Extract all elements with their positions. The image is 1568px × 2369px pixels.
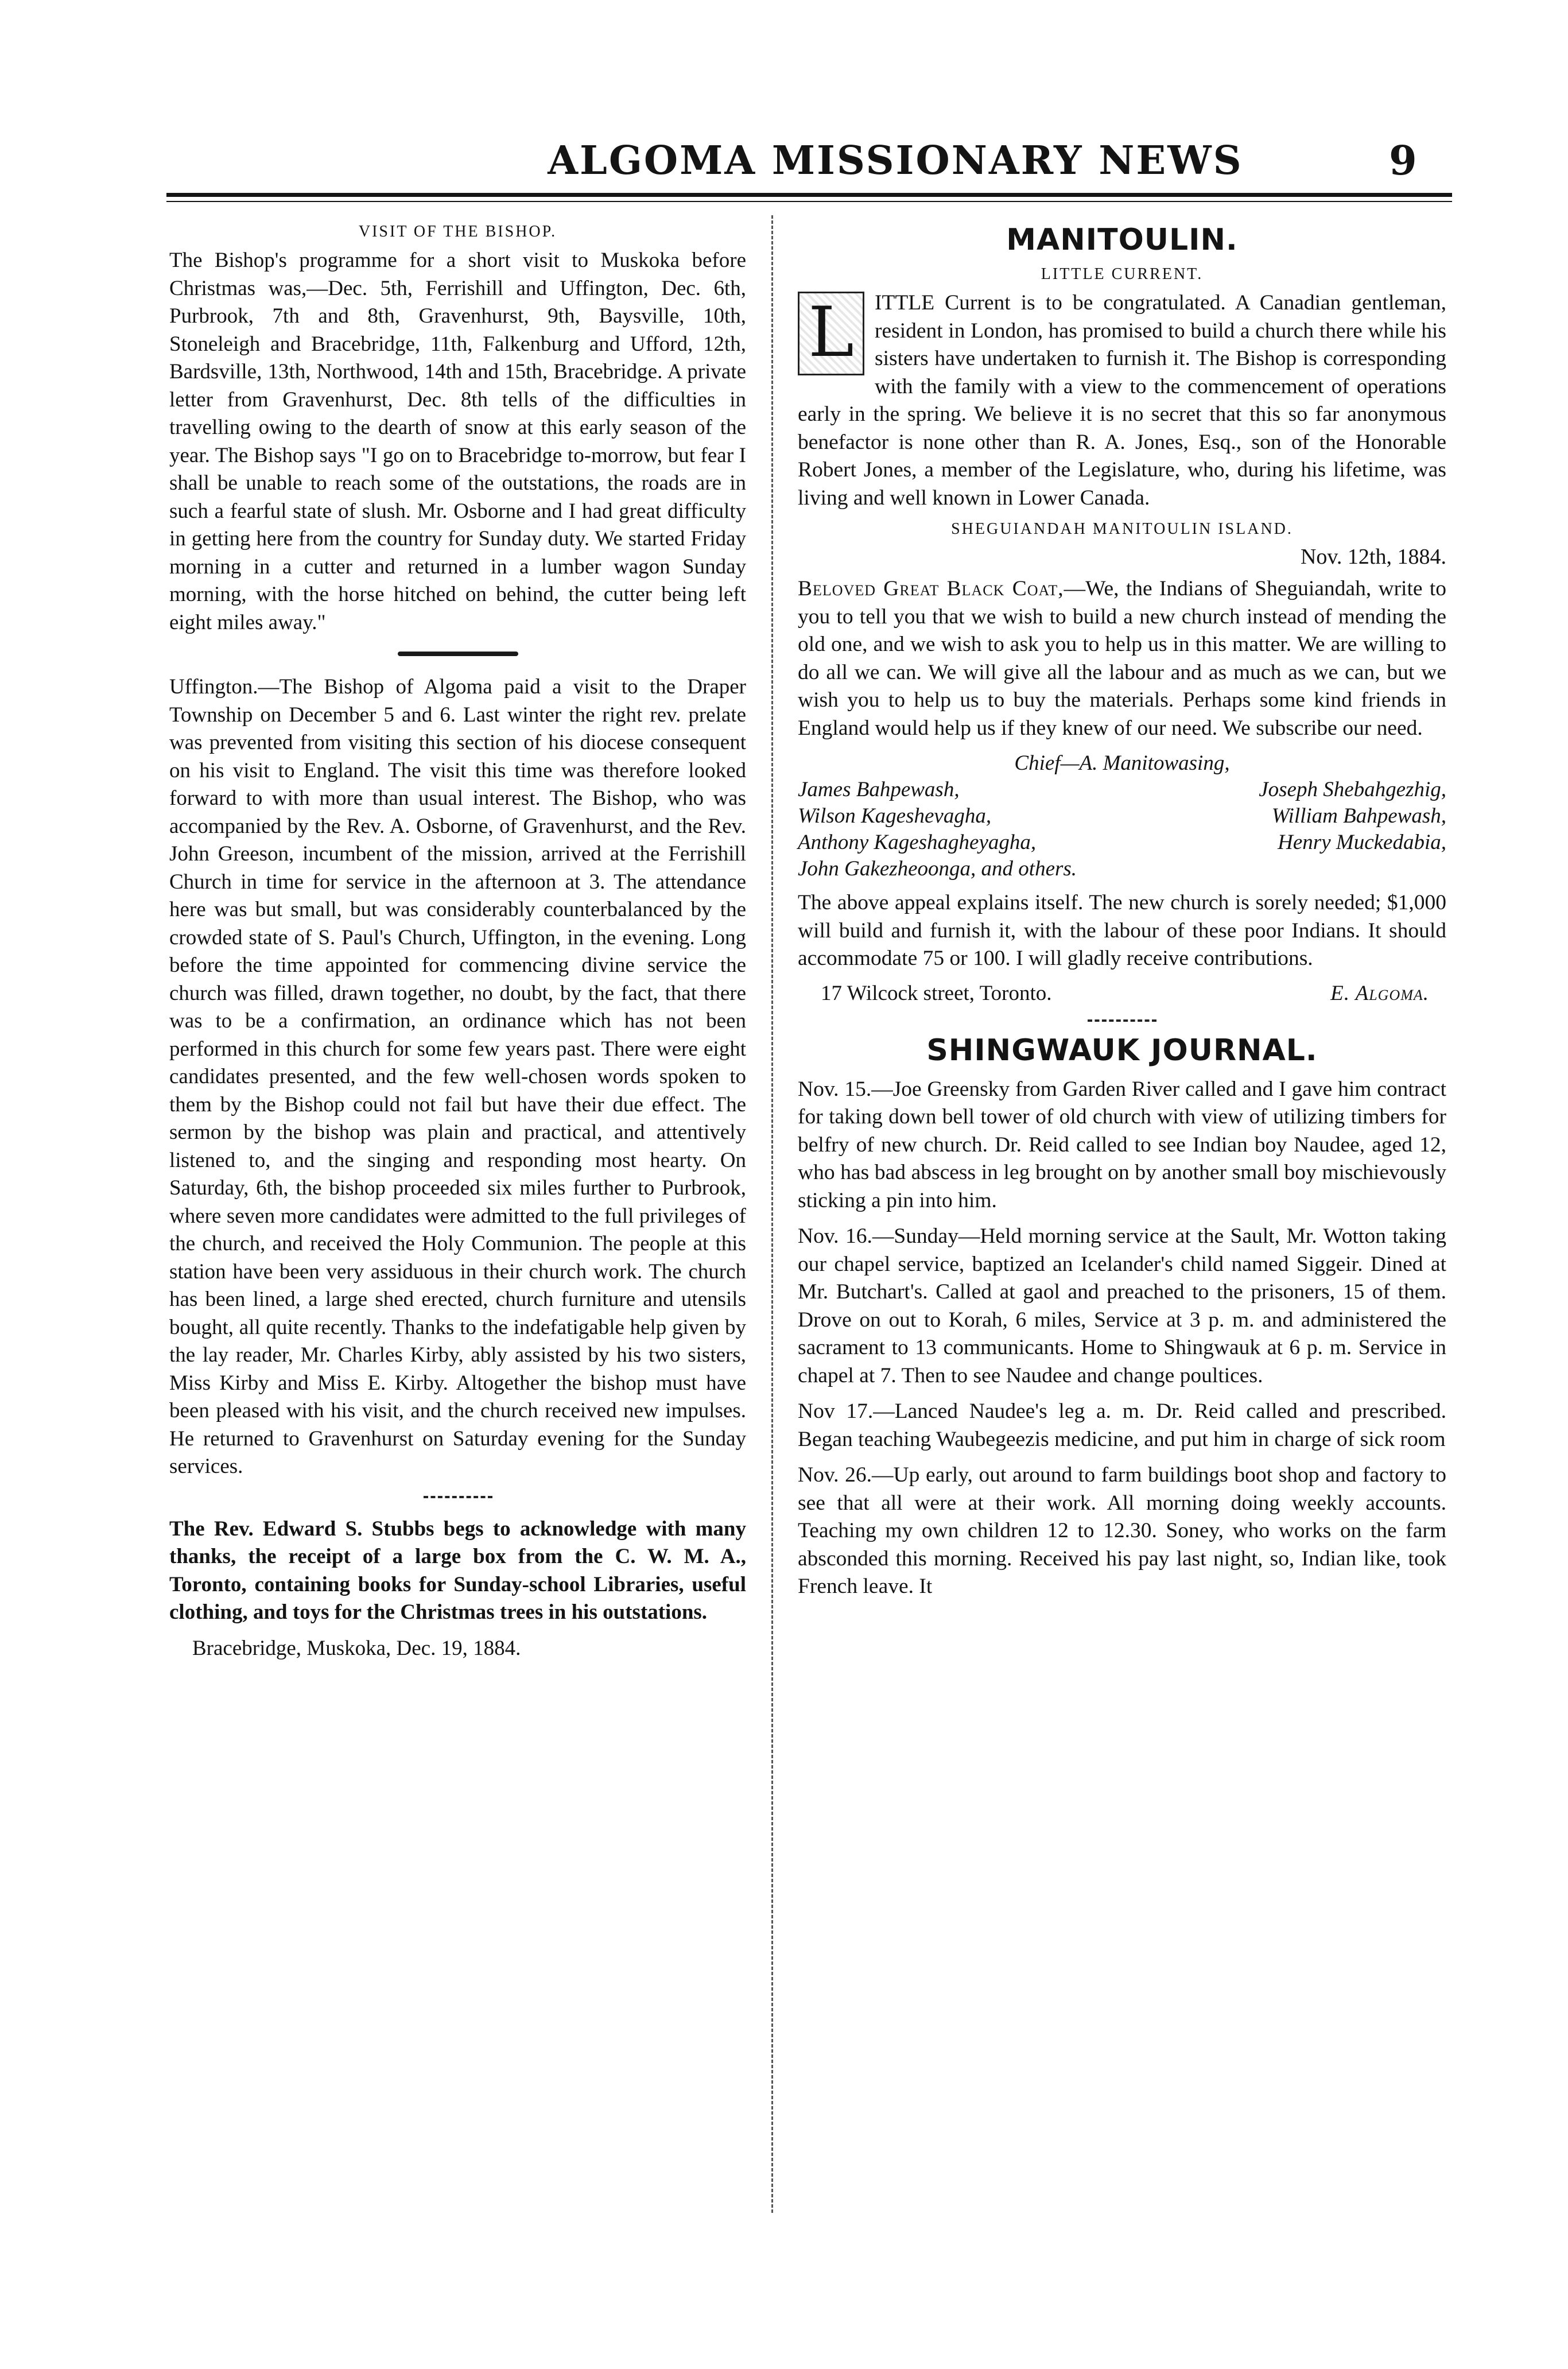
drop-cap-letter: L [798,292,864,375]
sheguiandah-letter [798,575,1446,742]
divider-ornament [398,652,518,656]
signatory-row [798,829,1446,856]
signatory: William Bahpewash, [1271,804,1446,828]
right-column [798,218,1446,1609]
sheguiandah-date: Nov. 12th, 1884. [1300,545,1446,569]
masthead-rule [166,193,1452,197]
page-number: 9 [1389,137,1417,184]
signatory: Joseph Shebahgezhig, [1259,778,1446,801]
appeal-address: 17 Wilcock street, Toronto. [821,981,1052,1005]
appeal-address-row [798,981,1446,1006]
section-divider [798,1019,1446,1022]
stubbs-dateline: Bracebridge, Muskoka, Dec. 19, 1884. [192,1636,521,1660]
little-current-article [798,289,1446,512]
shingwauk-title: SHINGWAUK JOURNAL. [926,1033,1318,1068]
signatory: Wilson Kageshevagha, [798,804,992,828]
masthead: ALGOMA MISSIONARY NEWS [548,138,1243,184]
salutation: Beloved Great Black Coat, [798,577,1064,600]
left-column [169,218,746,1670]
journal-entry: Nov. 15.—Joe Greensky from Garden River called and I gave him contract for taking down bell tower of old church with view of utilizing timbers for belfry of new church. Dr. Reid called to see Indian boy Naudee, aged 12, who has bad abscess in leg brought on by another small boy mischievously sticking a pin into him. [798,1077,1446,1212]
uffington-paragraph: Uffington.—The Bishop of Algoma paid a visit to the Draper Township on December 5 and 6. Last winter the right rev. prelate was prevented from visiting this section of his diocese consequent on his visit to England. The visit this time was therefore looked forward to with more than usual interest. The Bishop, who was accompanied by the Rev. A. Osborne, of Gravenhurst, and the Rev. John Greeson, incumbent of the mission, arrived at the Ferrishill Church in time for service in the afternoon at 3. The attendance here was but small, but was considerably counterbalanced by the crowded state of S. Paul's Church, Uffington, in the evening. Long before the time appointed for commencing divine service the church was filled, drawn together, no doubt, by the fact, that there was to be a confirmation, an ordinance which has not been performed in this church for some few years past. There were eight candidates presented, and the few well-chosen words spoken to them by the Bishop could not fail but have their due effect. The sermon by the bishop was plain and practical, and attentively listened to, and the singing and responding most hearty. On Saturday, 6th, the bishop proceeded six miles further to Purbrook, where seven more candidates were admitted to the full privileges of the church, and received the Holy Communion. The people at this station have been very assiduous in their church work. The church has been lined, a large shed erected, church furniture and utensils bought, all quite recently. Thanks to the indefatigable help given by the lay reader, Mr. Charles Kirby, ably assisted by his two sisters, Miss Kirby and Miss E. Kirby. Altogether the bishop must have been pleased with his visit, and the church received new impulses. He returned to Gravenhurst on Saturday evening for the Sunday services. [169,675,746,1478]
appeal-paragraph: The above appeal explains itself. The new church is sorely needed; $1,000 will build and furnish it, with the labour of these poor Indians. It should accommodate 75 or 100. I will gladly receive contributions. [798,891,1446,970]
journal-entry: Nov. 16.—Sunday—Held morning service at the Sault, Mr. Wotton taking our chapel service, baptized an Icelander's child named Siggeir. Dined at Mr. Butchart's. Called at gaol and preached to the prisoners, 15 of them. Drove on out to Korah, 6 miles, Service at 3 p. m. and administered the sacrament to 13 communicants. Home to Shingwauk at 6 p. m. Service in chapel at 7. Then to see Naudee and change poultices. [798,1224,1446,1387]
stubbs-paragraph: The Rev. Edward S. Stubbs begs to acknowledge with many thanks, the receipt of a large box from the C. W. M. A., Toronto, containing books for Sunday-school Libraries, useful clothing, and toys for the Christmas trees in his outstations. [169,1517,746,1624]
appeal-signature: E. Algoma. [1330,981,1429,1005]
manitoulin-title: MANITOULIN. [1006,223,1238,257]
divider-ornament [424,1496,492,1498]
signatory-row [798,777,1446,803]
signatory-row [798,856,1446,882]
letter-body: —We, the Indians of Sheguiandah, write to you to tell you that we wish to build a new church instead of mending the old one, and we wish to ask you to help us in this matter. We are willing to do all we can. We will give all the labour and as much as we can, but we wish you to help us to buy the materials. Perhaps some kind friends in England would help us if they knew of our need. We subscribe our need. [798,577,1446,740]
masthead-rule-thin [166,201,1452,202]
visit-heading: VISIT OF THE BISHOP. [358,223,557,241]
journal-entry: Nov 17.—Lanced Naudee's leg a. m. Dr. Reid called and prescribed. Began teaching Waubegeezis medicine, and put him in charge of sick room [798,1399,1446,1451]
divider-ornament [1088,1019,1156,1022]
column-divider [771,215,773,2213]
little-current-paragraph: ITTLE Current is to be congratulated. A Canadian gentleman, resident in London, has promised to build a church there while his sisters have undertaken to furnish it. The Bishop is corresponding with the family with a view to the commencement of operations early in the spring. We believe it is no secret that this so far anonymous benefactor is none other than R. A. Jones, Esq., son of the Honorable Robert Jones, a member of the Legislature, who, during his lifetime, was living and well known in Lower Canada. [798,291,1446,510]
signatory: Henry Muckedabia, [1278,831,1446,854]
signatory: John Gakezheoonga, and others. [798,857,1077,881]
signatory: James Bahpewash, [798,778,960,801]
little-current-heading: LITTLE CURRENT. [1041,265,1204,283]
journal-entry: Nov. 26.—Up early, out around to farm buildings boot shop and factory to see that all were at their work. All morning doing weekly accounts. Teaching my own children 12 to 12.30. Soney, who works on the farm absconded this morning. Received his pay last night, so, Indian like, took French leave. It [798,1463,1446,1598]
sheguiandah-heading: SHEGUIANDAH MANITOULIN ISLAND. [951,520,1293,538]
visit-paragraph: The Bishop's programme for a short visit to Muskoka before Christmas was,—Dec. 5th, Ferrishill and Uffington, Dec. 6th, Purbrook, 7th and 8th, Gravenhurst, 9th, Baysville, 10th, Stoneleigh and Bracebridge, 11th, Falkenburg and Ufford, 12th, Bardsville, 13th, Northwood, 14th and 15th, Bracebridge. A private letter from Gravenhurst, Dec. 8th tells of the difficulties in travelling owing to the dearth of snow at this early season of the year. The Bishop says "I go on to Bracebridge to-morrow, but fear I shall be unable to reach some of the outstations, the roads are in such a fearful state of slush. Mr. Osborne and I had great difficulty in getting here from the country for Sunday duty. We started Friday morning in a cutter and returned in a lumber wagon Sunday morning, with the horse hitched on behind, the cutter being left eight miles away." [169,249,746,634]
signatory: Anthony Kageshagheyagha, [798,831,1037,854]
signatory-row [798,803,1446,829]
chief-signature: Chief—A. Manitowasing, [1014,751,1230,775]
section-divider [169,1496,746,1498]
section-divider [169,652,746,656]
